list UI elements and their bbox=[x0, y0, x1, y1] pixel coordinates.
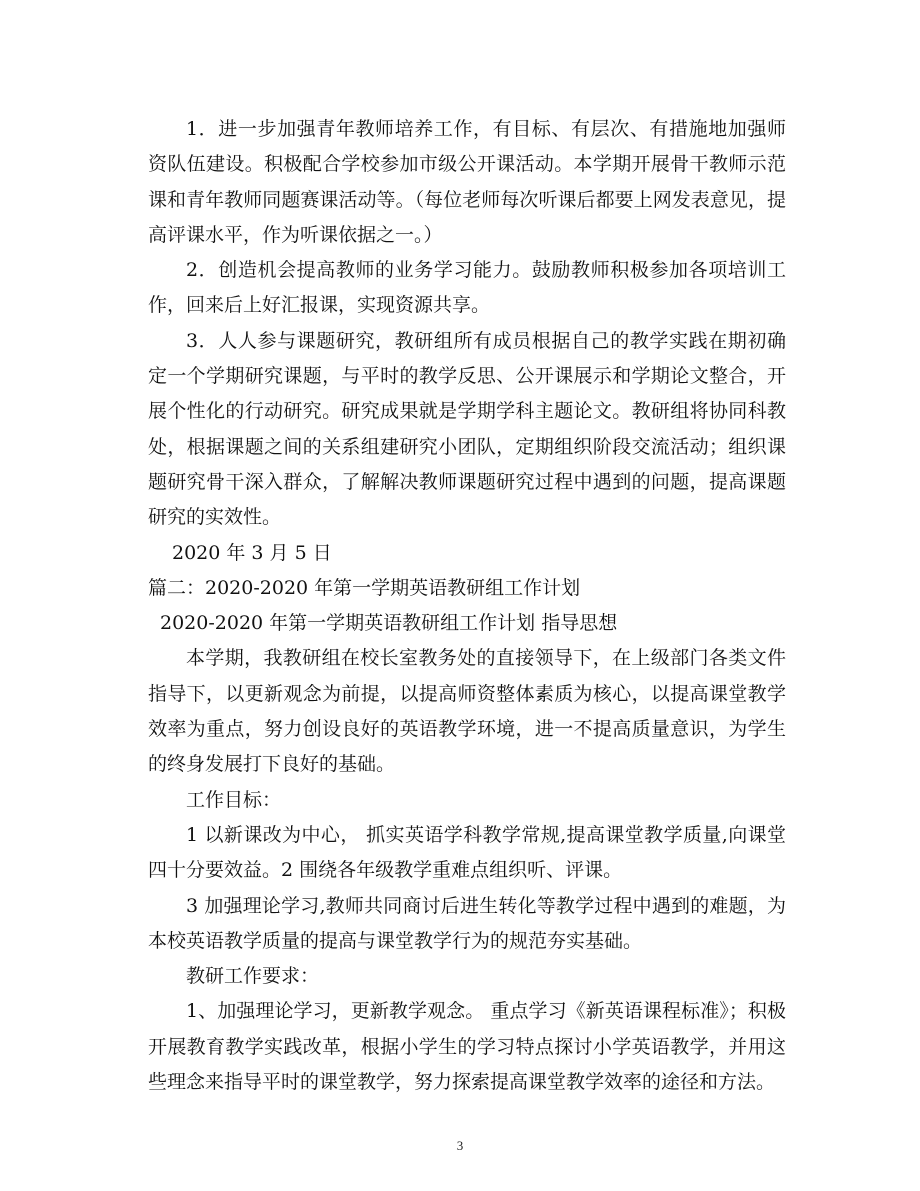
paragraph-requirement-1: 1、加强理论学习，更新教学观念。 重点学习《新英语课程标准》；积极开展教育教学实践改革，根据小学生的学习特点探讨小学英语教学，并用这些理念来指导平时的课堂教学，努力探索提高课堂教学效率的途径和方法。 bbox=[148, 1000, 786, 1094]
paragraph-work-goals-title: 工作目标： bbox=[186, 788, 282, 811]
page-content bbox=[148, 112, 786, 1100]
paragraph-1: 1．进一步加强青年教师培养工作，有目标、有层次、有措施地加强师资队伍建设。积极配合学校参加市级公开课活动。本学期开展骨干教师示范课和青年教师同题赛课活动等。（每位老师每次听课后都要上网发表意见，提高评课水平，作为听课依据之一。） bbox=[148, 118, 786, 246]
paragraph-requirements-title: 教研工作要求： bbox=[186, 965, 320, 988]
paragraph-guiding-ideas: 本学期，我教研组在校长室教务处的直接领导下，在上级部门各类文件指导下，以更新观念为前提，以提高师资整体素质为核心，以提高课堂教学效率为重点，努力创设良好的英语教学环境，进一不提高质量意识，为学生的终身发展打下良好的基础。 bbox=[148, 647, 786, 776]
paragraph-goal-3: 3 加强理论学习,教师共同商讨后进生转化等教学过程中遇到的难题，为本校英语教学质量的提高与课堂教学行为的规范夯实基础。 bbox=[148, 894, 786, 952]
date-line: 2020 年 3 月 5 日 bbox=[172, 541, 332, 564]
paragraph-3: 3．人人参与课题研究，教研组所有成员根据自己的教学实践在期初确定一个学期研究课题，与平时的教学反思、公开课展示和学期论文整合，开展个性化的行动研究。研究成果就是学期学科主题论文。教研组将协同科教处，根据课题之间的关系组建研究小团队，定期组织阶段交流活动；组织课题研究骨干深入群众，了解解决教师课题研究过程中遇到的问题，提高课题研究的实效性。 bbox=[148, 329, 786, 529]
section-heading: 篇二：2020-2020 年第一学期英语教研组工作计划 bbox=[148, 576, 581, 599]
paragraph-2: 2．创造机会提高教师的业务学习能力。鼓励教师积极参加各项培训工作，回来后上好汇报课，实现资源共享。 bbox=[148, 259, 786, 317]
section-subheading: 2020-2020 年第一学期英语教研组工作计划 指导思想 bbox=[160, 612, 618, 635]
page-number: 3 bbox=[456, 1138, 464, 1153]
paragraph-goal-1: 1 以新课改为中心， 抓实英语学科教学常规,提高课堂教学质量,向课堂四十分要效益。2 围绕各年级教学重难点组织听、评课。 bbox=[148, 823, 786, 882]
